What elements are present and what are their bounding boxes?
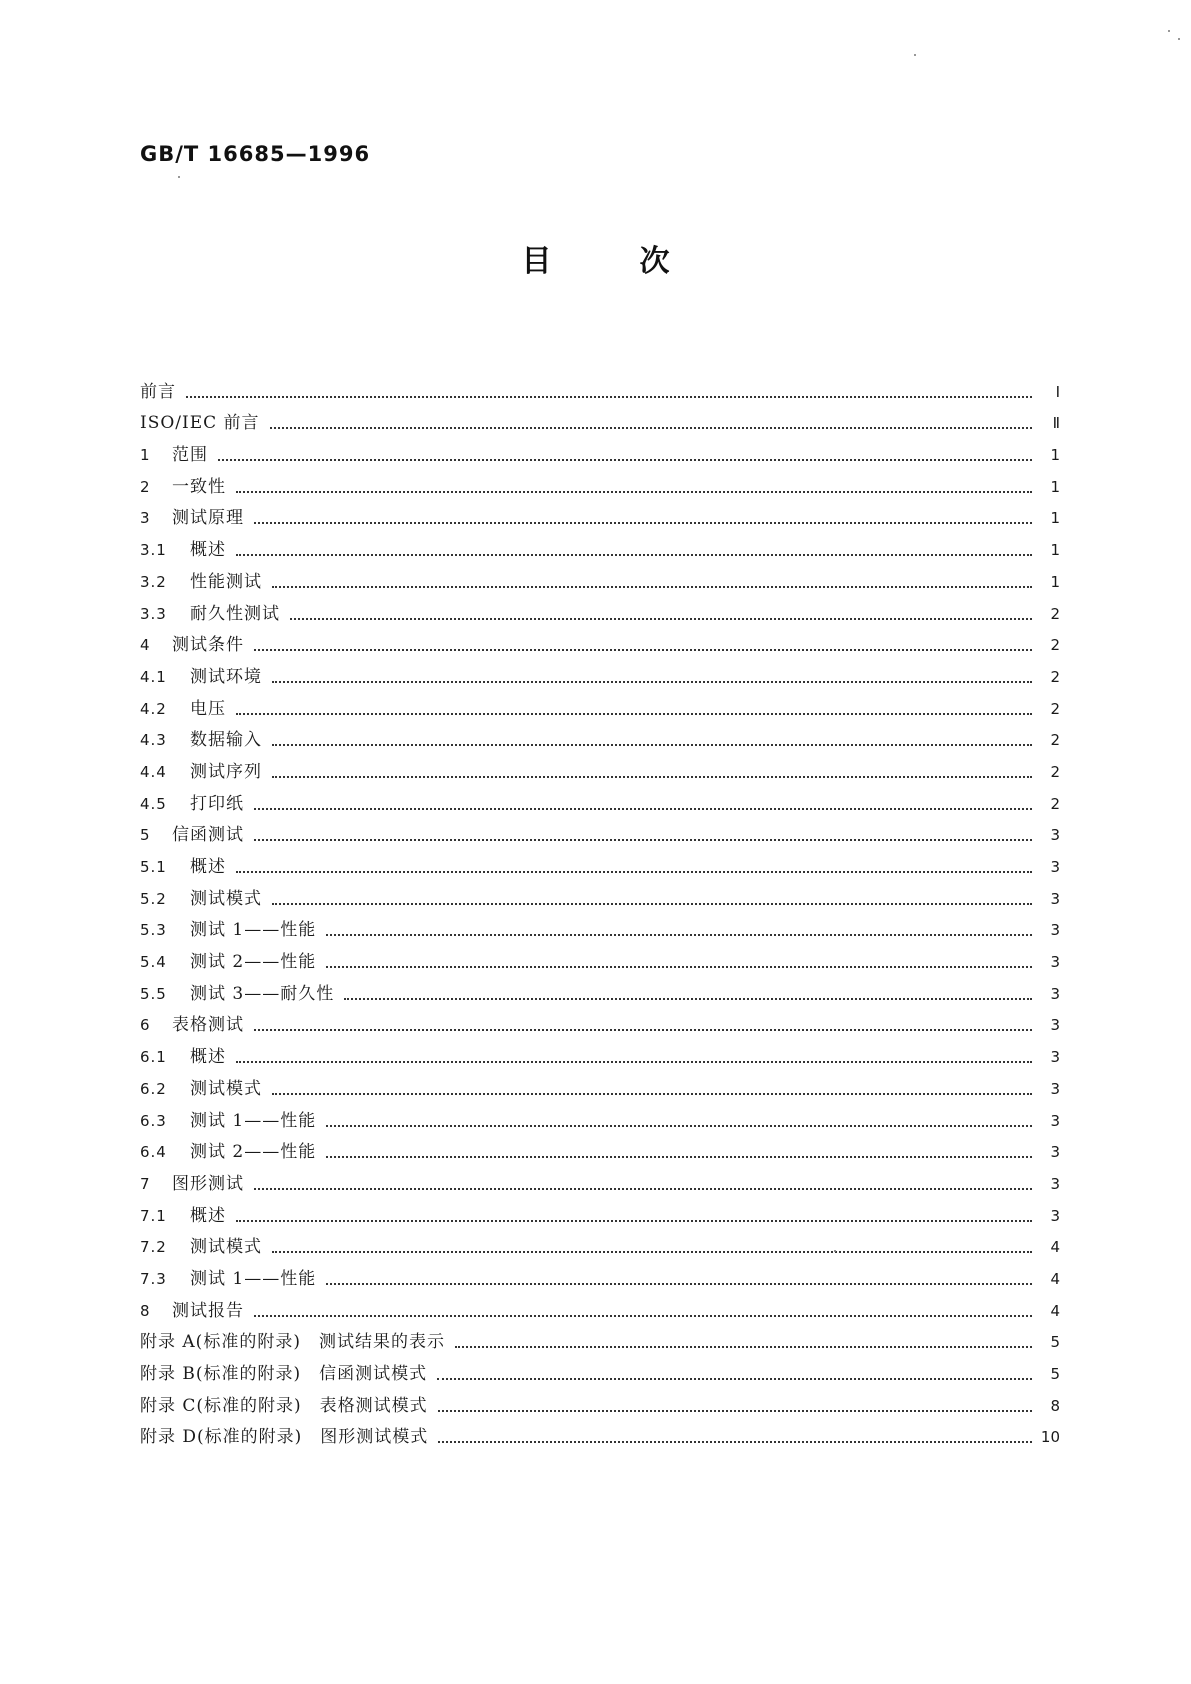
- toc-entry-page: 3: [1050, 826, 1060, 845]
- toc-entry: [140, 814, 1060, 846]
- toc-leader-dots: [272, 743, 1032, 746]
- toc-leader-dots: [236, 712, 1032, 715]
- toc-entry-label: 前言: [140, 381, 176, 402]
- toc-entry-label: 测试序列: [190, 761, 262, 782]
- toc-leader-dots: [254, 1314, 1032, 1317]
- toc-entry: [140, 1099, 1060, 1131]
- scan-speck: [1168, 30, 1170, 32]
- toc-entry-label: 附录 B(标准的附录) 信函测试模式: [140, 1364, 428, 1384]
- toc-entry: [140, 940, 1060, 972]
- toc-entry-label: 测试环境: [190, 666, 262, 687]
- toc-entry-label: 测试条件: [172, 635, 244, 656]
- toc-entry-number: 4.4: [140, 762, 167, 781]
- toc-entry-number: 5: [140, 826, 151, 845]
- toc-entry-page: 5: [1050, 1365, 1060, 1383]
- toc-entry-label: 一致性: [172, 476, 226, 497]
- scan-speck: [178, 176, 180, 178]
- scan-speck: [914, 54, 916, 56]
- toc-entry-number: 3: [140, 509, 151, 528]
- toc-leader-dots: [344, 997, 1032, 1000]
- toc-leader-dots: [437, 1377, 1032, 1380]
- toc-entry-page: 8: [1050, 1396, 1060, 1415]
- toc-entry-label: 附录 D(标准的附录) 图形测试模式: [140, 1427, 429, 1448]
- toc-entry-page: 3: [1050, 921, 1060, 940]
- toc-entry: [140, 1384, 1060, 1416]
- toc-entry-page: 2: [1050, 636, 1060, 655]
- toc-leader-dots: [236, 1219, 1032, 1222]
- toc-entry-page: Ⅱ: [1052, 414, 1060, 433]
- toc-entry-page: 3: [1050, 1111, 1060, 1130]
- toc-leader-dots: [272, 1250, 1032, 1253]
- toc-leader-dots: [455, 1345, 1032, 1348]
- toc-entry: [140, 465, 1060, 497]
- toc-leader-dots: [186, 395, 1032, 398]
- toc-entry-page: 5: [1050, 1333, 1060, 1352]
- toc-leader-dots: [236, 870, 1032, 873]
- toc-leader-dots: [272, 1092, 1032, 1095]
- toc-entry-label: 测试模式: [190, 1237, 262, 1258]
- toc-entry: [140, 592, 1060, 624]
- toc-entry-label: 测试 2——性能: [190, 1142, 317, 1163]
- toc-entry-number: 5.3: [140, 921, 167, 940]
- toc-leader-dots: [272, 680, 1032, 683]
- toc-entry: [140, 845, 1060, 877]
- toc-entry-page: 1: [1050, 509, 1060, 528]
- toc-entry-page: 1: [1050, 572, 1060, 591]
- toc-entry: [140, 1131, 1060, 1163]
- toc-entry-label: 测试原理: [172, 508, 244, 529]
- toc-entry-label: 耐久性测试: [190, 603, 280, 624]
- toc-entry: [140, 1321, 1060, 1353]
- toc-entry-label: 电压: [190, 698, 226, 719]
- toc-entry-page: 3: [1050, 1206, 1060, 1225]
- toc-entry-page: 2: [1050, 699, 1060, 718]
- toc-entry-page: 4: [1050, 1238, 1060, 1257]
- toc-entry-label: 测试 3——耐久性: [190, 983, 335, 1004]
- toc-leader-dots: [438, 1440, 1032, 1443]
- toc-entry-page: 2: [1050, 731, 1060, 750]
- toc-entry-label: 测试 2——性能: [190, 952, 317, 973]
- toc-leader-dots: [272, 585, 1032, 588]
- toc-entry: [140, 1352, 1060, 1384]
- toc-entry-number: 3.1: [140, 541, 167, 560]
- toc-entry-number: 6: [140, 1016, 151, 1035]
- toc-entry-number: 5.4: [140, 953, 167, 972]
- toc-entry-label: 测试 1——性能: [190, 920, 317, 941]
- toc-entry-page: 1: [1050, 446, 1060, 465]
- toc-entry: [140, 370, 1060, 402]
- toc-entry-number: 5.1: [140, 858, 167, 876]
- toc-entry-label: ISO/IEC 前言: [140, 413, 260, 434]
- toc-entry-number: 4.3: [140, 731, 167, 750]
- toc-entry-page: 1: [1050, 477, 1060, 496]
- toc-entry: [140, 433, 1060, 465]
- toc-entry-label: 附录 A(标准的附录) 测试结果的表示: [140, 1332, 445, 1353]
- toc-entry: [140, 687, 1060, 719]
- toc-entry-number: 4.5: [140, 794, 167, 813]
- toc-entry: [140, 402, 1060, 434]
- toc-entry: [140, 1035, 1060, 1067]
- toc-entry: [140, 972, 1060, 1004]
- toc-entry-page: 3: [1050, 953, 1060, 972]
- toc-entry-label: 测试模式: [190, 888, 262, 909]
- toc-entry: [140, 1257, 1060, 1289]
- toc-entry-label: 测试 1——性能: [190, 1268, 317, 1289]
- toc-entry-label: 信函测试: [172, 825, 244, 846]
- toc-entry-number: 8: [140, 1301, 151, 1320]
- toc-entry: [140, 750, 1060, 782]
- toc-entry: [140, 1194, 1060, 1226]
- toc-entry: [140, 719, 1060, 751]
- toc-entry-page: 2: [1050, 794, 1060, 813]
- toc-entry: [140, 528, 1060, 560]
- toc-entry-label: 概述: [190, 540, 226, 561]
- toc-entry-label: 概述: [190, 857, 226, 877]
- toc-entry-page: 2: [1050, 667, 1060, 686]
- toc-entry-number: 5.5: [140, 984, 167, 1003]
- toc-entry-page: 3: [1050, 858, 1060, 876]
- toc-entry-label: 图形测试: [172, 1173, 244, 1194]
- toc-entry-number: 7.2: [140, 1238, 167, 1257]
- toc-entry-number: 4.2: [140, 699, 167, 718]
- toc-leader-dots: [326, 933, 1032, 936]
- toc-entry-label: 范围: [172, 445, 208, 466]
- toc-entry-page: 3: [1050, 1079, 1060, 1098]
- toc-entry-page: I: [1055, 382, 1060, 401]
- toc-entry-label: 测试模式: [190, 1078, 262, 1099]
- toc-leader-dots: [254, 807, 1032, 810]
- toc-leader-dots: [270, 426, 1032, 429]
- toc-entry-number: 7: [140, 1174, 151, 1193]
- toc-leader-dots: [254, 648, 1032, 651]
- toc-entry-label: 数据输入: [190, 730, 262, 751]
- toc-entry-page: 3: [1050, 1016, 1060, 1035]
- toc-entry-number: 6.2: [140, 1079, 167, 1098]
- scan-speck: [834, 1250, 836, 1252]
- toc-entry: [140, 1162, 1060, 1194]
- toc-entry-number: 3.2: [140, 572, 167, 591]
- scan-speck: [1178, 38, 1180, 40]
- toc-entry-number: 7.3: [140, 1269, 167, 1288]
- toc-entry-label: 测试报告: [172, 1300, 244, 1321]
- toc-entry-number: 6.3: [140, 1111, 167, 1130]
- toc-entry-number: 7.1: [140, 1206, 167, 1225]
- toc-entry-page: 4: [1050, 1269, 1060, 1288]
- toc-entry-label: 概述: [190, 1047, 226, 1068]
- toc-entry: [140, 1067, 1060, 1099]
- toc-entry-number: 3.3: [140, 604, 167, 623]
- toc-leader-dots: [254, 521, 1032, 524]
- toc-leader-dots: [236, 490, 1032, 493]
- toc-entry-page: 3: [1050, 889, 1060, 908]
- toc-entry: [140, 1004, 1060, 1036]
- toc-entry-number: 6.4: [140, 1143, 167, 1162]
- toc-leader-dots: [438, 1409, 1032, 1412]
- toc-entry: [140, 560, 1060, 592]
- toc-leader-dots: [326, 1124, 1032, 1127]
- toc-leader-dots: [326, 965, 1032, 968]
- toc-entry-number: 6.1: [140, 1048, 167, 1067]
- toc-entry: [140, 497, 1060, 529]
- toc-entry-page: 3: [1050, 984, 1060, 1003]
- toc-entry-label: 概述: [190, 1205, 226, 1226]
- toc-entry-number: 1: [140, 446, 151, 465]
- toc-leader-dots: [272, 902, 1032, 905]
- toc-entry: [140, 655, 1060, 687]
- toc-entry: [140, 877, 1060, 909]
- toc-entry-number: 4: [140, 636, 151, 655]
- toc-entry-label: 附录 C(标准的附录) 表格测试模式: [140, 1395, 428, 1416]
- toc-entry-page: 3: [1050, 1048, 1060, 1067]
- toc-leader-dots: [326, 1155, 1032, 1158]
- toc-leader-dots: [254, 1187, 1032, 1190]
- toc-entry-label: 性能测试: [190, 571, 262, 592]
- toc-entry-page: 3: [1050, 1143, 1060, 1162]
- toc-entry: [140, 1226, 1060, 1258]
- toc-entry-label: 测试 1——性能: [190, 1110, 317, 1131]
- toc-entry-page: 2: [1050, 604, 1060, 623]
- toc-entry-number: 4.1: [140, 667, 167, 686]
- toc-entry: [140, 909, 1060, 941]
- page-title: 目次: [521, 244, 758, 279]
- toc-leader-dots: [272, 775, 1032, 778]
- toc-leader-dots: [254, 838, 1032, 841]
- toc-leader-dots: [326, 1282, 1032, 1285]
- toc-entry-page: 1: [1050, 541, 1060, 560]
- toc-entry-page: 4: [1050, 1301, 1060, 1320]
- toc-leader-dots: [290, 617, 1032, 620]
- toc-entry: [140, 1289, 1060, 1321]
- table-of-contents: [140, 370, 1060, 1447]
- toc-entry-page: 3: [1050, 1174, 1060, 1193]
- toc-entry-number: 2: [140, 477, 151, 496]
- toc-entry: [140, 782, 1060, 814]
- toc-entry-page: 10: [1040, 1428, 1060, 1447]
- toc-entry-page: 2: [1050, 762, 1060, 781]
- standard-code: GB/T 16685—1996: [140, 142, 371, 166]
- toc-entry-number: 5.2: [140, 889, 167, 908]
- toc-entry-label: 表格测试: [172, 1015, 244, 1036]
- toc-leader-dots: [254, 1028, 1032, 1031]
- toc-entry-label: 打印纸: [190, 793, 244, 814]
- toc-entry: [140, 624, 1060, 656]
- toc-leader-dots: [236, 553, 1032, 556]
- toc-entry: [140, 1416, 1060, 1448]
- toc-leader-dots: [218, 458, 1032, 461]
- toc-leader-dots: [236, 1060, 1032, 1063]
